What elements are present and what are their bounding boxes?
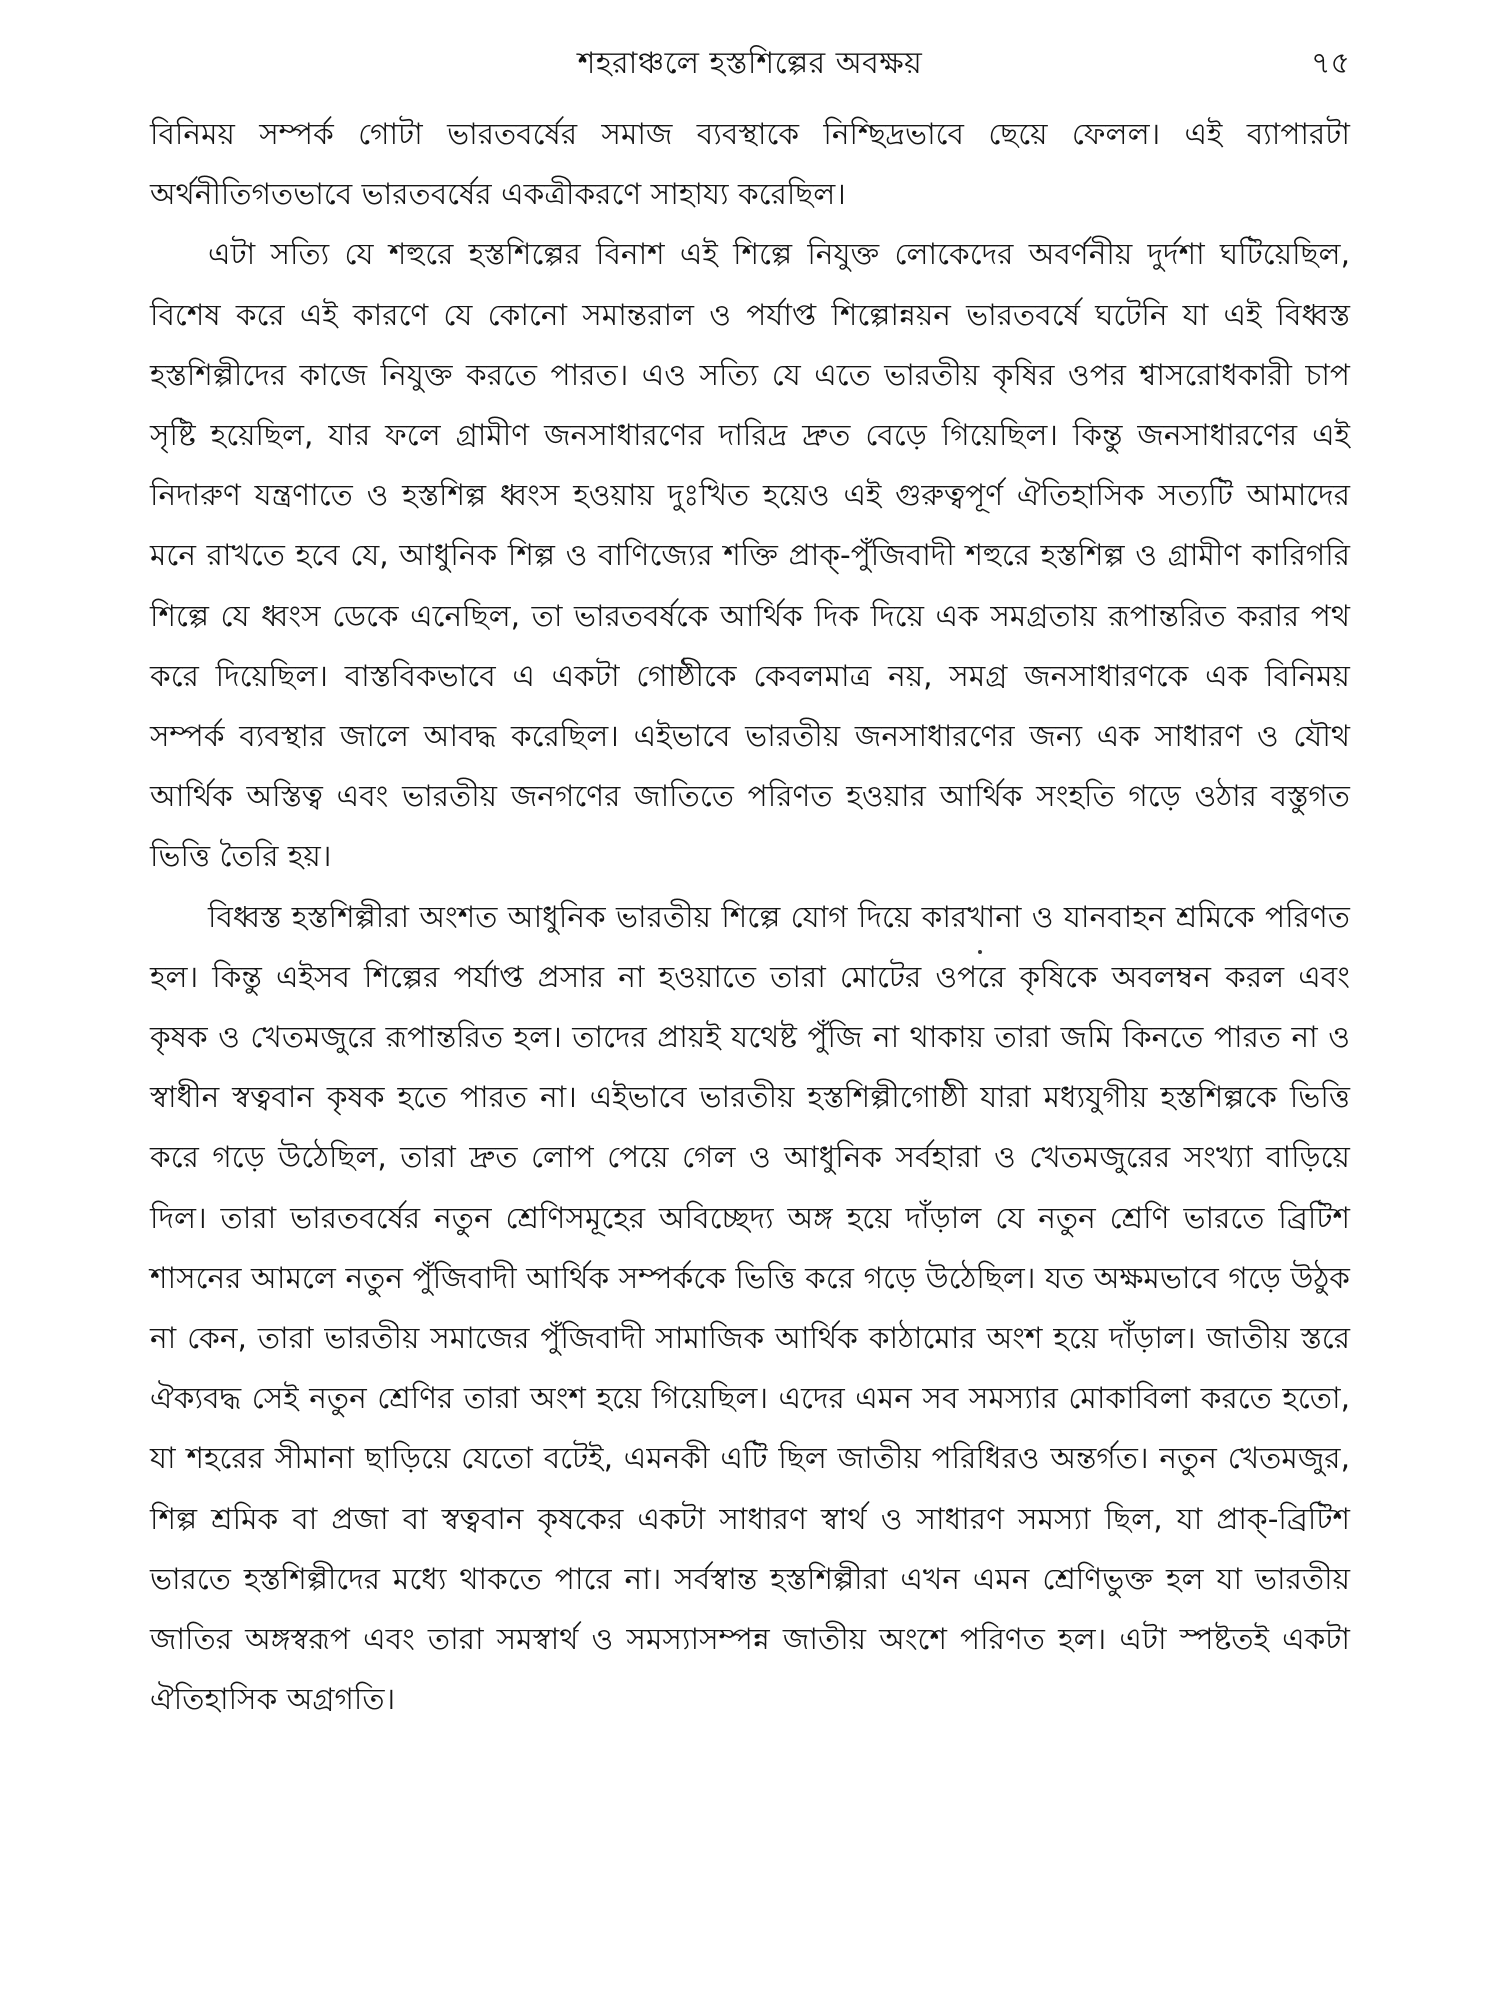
chapter-title: শহরাঞ্চলে হস্তশিল্পের অবক্ষয় [577,46,923,81]
paragraph: বিধ্বস্ত হস্তশিল্পীরা অংশত আধুনিক ভারতীয় শিল্পে যোগ দিয়ে কারখানা ও যানবাহন শ্রমিকে পরিণত হল। কিন্তু এইসব শিল্পের পর্যাপ্ত প্রসার না হওয়াতে তারা মোটের ওপরে কৃষিকে অবলম্বন করল এবং কৃষক ও খেতমজুরে রূপান্তরিত হল। তাদের প্রায়ই যথেষ্ট পুঁজি না থাকায় তারা জমি কিনতে পারত না ও স্বাধীন স্বত্ববান কৃষক হতে পারত না। এইভাবে ভারতীয় হস্তশিল্পীগোষ্ঠী যারা মধ্যযুগীয় হস্তশিল্পকে ভিত্তি করে গড়ে উঠেছিল, তারা দ্রুত লোপ পেয়ে গেল ও আধুনিক সর্বহারা ও খেতমজুরের সংখ্যা বাড়িয়ে দিল। তারা ভারতবর্ষের নতুন শ্রেণিসমূহের অবিচ্ছেদ্য অঙ্গ হয়ে দাঁড়াল যে নতুন শ্রেণি ভারতে ব্রিটিশ শাসনের আমলে নতুন পুঁজিবাদী আর্থিক সম্পর্ককে ভিত্তি করে গড়ে উঠেছিল। যত অক্ষমভাবে গড়ে উঠুক না কেন, তারা ভারতীয় সমাজের পুঁজিবাদী সামাজিক আর্থিক কাঠামোর অংশ হয়ে দাঁড়াল। জাতীয় স্তরে ঐক্যবদ্ধ সেই নতুন শ্রেণির তারা অংশ হয়ে গিয়েছিল। এদের এমন সব সমস্যার মোকাবিলা করতে হতো, যা শহরের সীমানা ছাড়িয়ে যেতো বটেই, এমনকী এটি ছিল জাতীয় পরিধিরও অন্তর্গত। নতুন খেতমজুর, শিল্প শ্রমিক বা প্রজা বা স্বত্ববান কৃষকের একটা সাধারণ স্বার্থ ও সাধারণ সমস্যা ছিল, যা প্রাক্-ব্রিটিশ ভারতে হস্তশিল্পীদের মধ্যে থাকতে পারে না। সর্বস্বান্ত হস্তশিল্পীরা এখন এমন শ্রেণিভুক্ত হল যা ভারতীয় জাতির অঙ্গস্বরূপ এবং তারা সমস্বার্থ ও সমস্যাসম্পন্ন জাতীয় অংশে পরিণত হল। এটা স্পষ্টতই একটা ঐতিহাসিক অগ্রগতি। [150,899,1350,1717]
paragraph-continued: বিনিময় সম্পর্ক গোটা ভারতবর্ষের সমাজ ব্যবস্থাকে নিশ্ছিদ্রভাবে ছেয়ে ফেলল। এই ব্যাপারটা অর্থনীতিগতভাবে ভারতবর্ষের একত্রীকরণে সাহায্য করেছিল। [150,117,1350,212]
running-header [150,44,1350,84]
page-number: ৭৫ [1311,46,1350,81]
body-text [150,104,1350,1729]
paragraph: এটা সত্যি যে শহুরে হস্তশিল্পের বিনাশ এই শিল্পে নিযুক্ত লোকেদের অবর্ণনীয় দুর্দশা ঘটিয়েছিল, বিশেষ করে এই কারণে যে কোনো সমান্তরাল ও পর্যাপ্ত শিল্পোন্নয়ন ভারতবর্ষে ঘটেনি যা এই বিধ্বস্ত হস্তশিল্পীদের কাজে নিযুক্ত করতে পারত। এও সত্যি যে এতে ভারতীয় কৃষির ওপর শ্বাসরোধকারী চাপ সৃষ্টি হয়েছিল, যার ফলে গ্রামীণ জনসাধারণের দারিদ্র দ্রুত বেড়ে গিয়েছিল। কিন্তু জনসাধারণের এই নিদারুণ যন্ত্রণাতে ও হস্তশিল্প ধ্বংস হওয়ায় দুঃখিত হয়েও এই গুরুত্বপূর্ণ ঐতিহাসিক সত্যটি আমাদের মনে রাখতে হবে যে, আধুনিক শিল্প ও বাণিজ্যের শক্তি প্রাক্-পুঁজিবাদী শহুরে হস্তশিল্প ও গ্রামীণ কারিগরি শিল্পে যে ধ্বংস ডেকে এনেছিল, তা ভারতবর্ষকে আর্থিক দিক দিয়ে এক সমগ্রতায় রূপান্তরিত করার পথ করে দিয়েছিল। বাস্তবিকভাবে এ একটা গোষ্ঠীকে কেবলমাত্র নয়, সমগ্র জনসাধারণকে এক বিনিময় সম্পর্ক ব্যবস্থার জালে আবদ্ধ করেছিল। এইভাবে ভারতীয় জনসাধারণের জন্য এক সাধারণ ও যৌথ আর্থিক অস্তিত্ব এবং ভারতীয় জনগণের জাতিতে পরিণত হওয়ার আর্থিক সংহতি গড়ে ওঠার বস্তুগত ভিত্তি তৈরি হয়। [150,237,1350,874]
scan-speck [978,950,982,954]
